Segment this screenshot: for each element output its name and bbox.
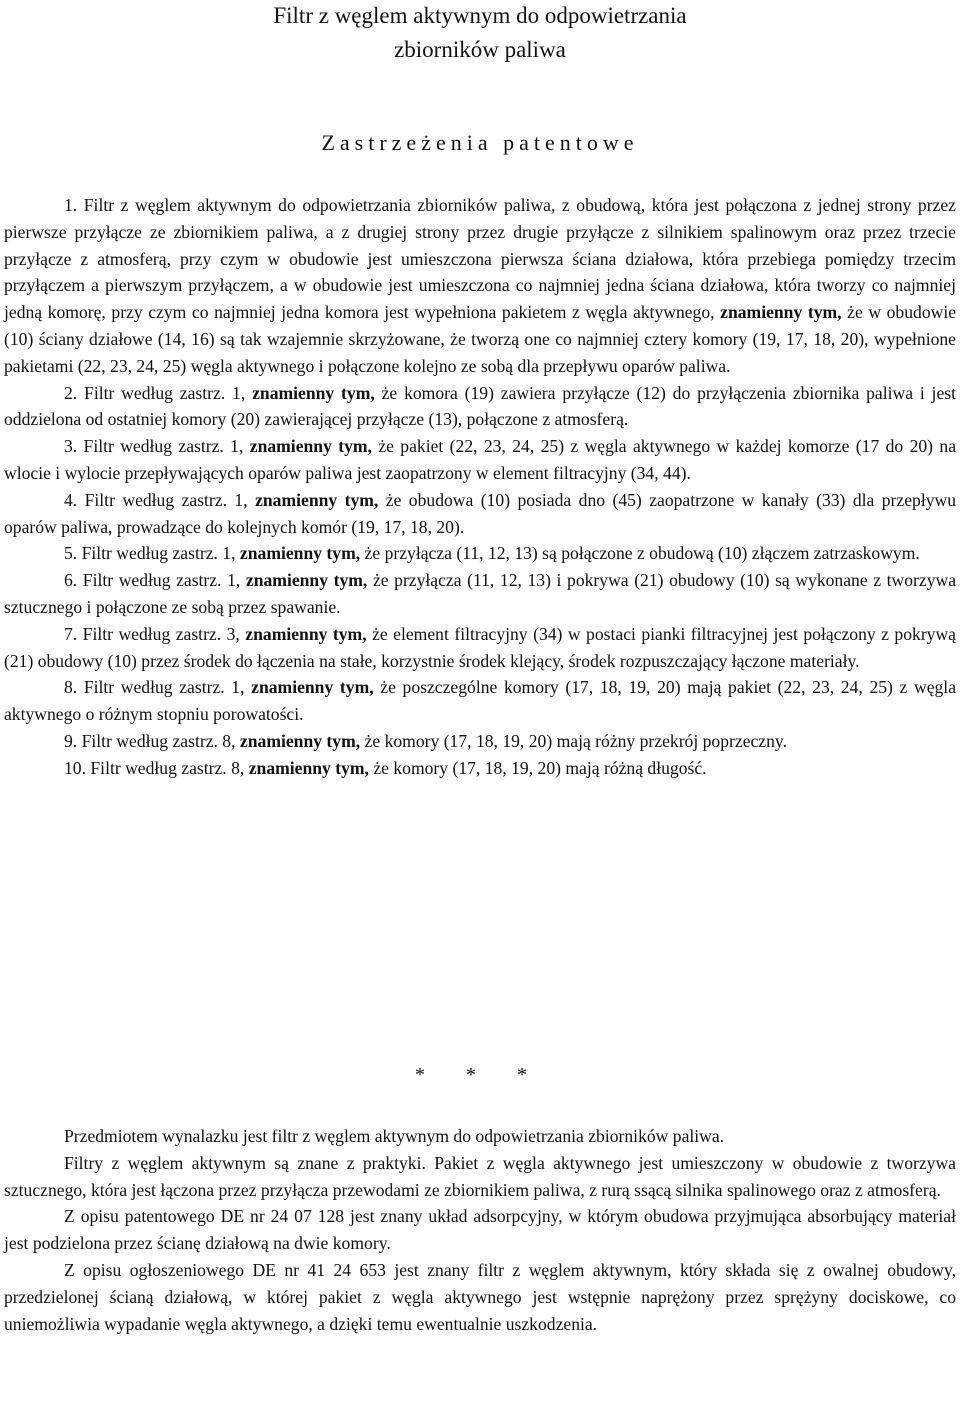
claim-lead: 7. Filtr według zastrz. 3, [64, 623, 240, 644]
claim-text: że komory (17, 18, 19, 20) mają różny przekrój poprzeczny. [364, 730, 787, 751]
claim-8 [4, 674, 956, 728]
claim-lead: 4. Filtr według zastrz. 1, [64, 489, 248, 510]
claim-keyword: znamienny tym, [245, 570, 368, 591]
description-paragraph: Przedmiotem wynalazku jest filtr z węglem aktywnym do odpowietrzania zbiorników paliwa. [64, 1126, 725, 1146]
claim-keyword: znamienny tym, [239, 730, 361, 751]
claim-text: że komora (19) zawiera przyłącze (12) do przyłączenia zbiornika paliwa i jest oddzielona od ostatniej komory (20) zawierającej przyłącze (13), połączone z atmosferą. [4, 382, 956, 430]
claim-lead: 2. Filtr według zastrz. 1, [64, 382, 246, 403]
claim-3 [4, 433, 956, 487]
claim-text: że komory (17, 18, 19, 20) mają różną długość. [373, 757, 707, 778]
claim-text: że w obudowie (10) ściany działowe (14, 16) są tak wzajemnie skrzyżowane, że tworzą one co najmniej cztery komory (19, 17, 18, 20), wypełnione pakietami (22, 23, 24, 25) węgla aktywnego i połączone kolejno ze sobą dla przepływu oparów paliwa. [4, 302, 957, 376]
claim-text: że przyłącza (11, 12, 13) są połączone z obudową (10) złączem zatrzaskowym. [364, 543, 920, 564]
claim-7 [4, 621, 956, 675]
claim-lead: 5. Filtr według zastrz. 1, [64, 543, 236, 564]
claim-text: że przyłącza (11, 12, 13) i pokrywa (21) obudowy (10) są wykonane z tworzywa sztucznego i połączone ze sobą przez spawanie. [4, 570, 957, 617]
claim-4 [4, 487, 956, 541]
claim-keyword: znamienny tym, [245, 623, 367, 644]
claim-9 [4, 728, 956, 755]
claim-text: że poszczególne komory (17, 18, 19, 20) mają pakiet (22, 23, 24, 25) z węgla aktywnego o różnym stopniu porowatości. [4, 677, 957, 725]
description-section [4, 1123, 956, 1337]
description-paragraph: Filtry z węglem aktywnym są znane z praktyki. Pakiet z węgla aktywnego jest umieszczony w obudowie z tworzywa sztucznego, która jest łączona przez przyłącza przewodami ze zbiornikiem paliwa, z rurą ssącą silnika spalinowego oraz z atmosferą. [4, 1152, 956, 1200]
claim-text: że element filtracyjny (34) w postaci pianki filtracyjnej jest połączony z pokrywą (21) obudowy (10) przez środek do łączenia na stałe, korzystnie środek klejący, środek rozpuszczający łączone materiały. [4, 623, 956, 671]
claim-text: że obudowa (10) posiada dno (45) zaopatrzone w kanały (33) dla przepływu oparów paliwa, prowadzące do kolejnych komór (19, 17, 18, 20). [4, 489, 957, 537]
claim-6 [4, 567, 956, 621]
claim-lead: 6. Filtr według zastrz. 1, [64, 570, 241, 591]
claim-keyword: znamienny tym, [252, 382, 375, 403]
claim-keyword: znamienny tym, [720, 302, 842, 323]
document-title-line-1: Filtr z węglem aktywnym do odpowietrzania [273, 3, 687, 28]
claim-keyword: znamienny tym, [239, 543, 361, 564]
description-paragraph: Z opisu patentowego DE nr 24 07 128 jest znany układ adsorpcyjny, w którym obudowa przyjmująca absorbujący materiał jest podzielona przez ścianę działową na dwie komory. [4, 1206, 956, 1254]
claim-5 [4, 540, 956, 567]
claim-lead: 8. Filtr według zastrz. 1, [64, 677, 245, 698]
claim-1 [4, 192, 956, 380]
claim-text: że pakiet (22, 23, 24, 25) z węgla aktywnego w każdej komorze (17 do 20) na wlocie i wylocie przepływających oparów paliwa jest zaopatrzony w element filtracyjny (34, 44). [4, 436, 957, 483]
claims-list [4, 192, 956, 782]
claim-keyword: znamienny tym, [255, 489, 379, 510]
description-paragraph: Z opisu ogłoszeniowego DE nr 41 24 653 jest znany filtr z węglem aktywnym, który składa się z owalnej obudowy, przedzielonej ścianą działową, w której pakiet z węgla aktywnego jest wstępnie naprężony przez sprężyny dociskowe, co uniemożliwia wypadanie węgla aktywnego, a dzięki temu ewentualnie uszkodzenia. [4, 1259, 956, 1334]
claim-2 [4, 380, 956, 434]
claim-lead: 9. Filtr według zastrz. 8, [64, 730, 236, 751]
claim-keyword: znamienny tym, [251, 677, 374, 698]
document-title-line-2: zbiorników paliwa [394, 37, 566, 62]
section-separator: * * * [415, 1064, 545, 1086]
claim-keyword: znamienny tym, [249, 436, 372, 457]
claim-keyword: znamienny tym, [248, 757, 369, 778]
claim-lead: 10. Filtr według zastrz. 8, [64, 757, 245, 778]
claim-lead: 1. Filtr z węglem aktywnym do odpowietrzania zbiorników paliwa, z obudową, która jest połączona z jednej strony przez pierwsze przyłącze ze zbiornikiem paliwa, a z drugiej strony przez drugie przyłącze z silnikiem spalinowym oraz przez trzecie przyłącze z atmosferą, przy czym w obudowie jest umieszczona pierwsza ściana działowa, która przebiega pomiędzy trzecim przyłączem a pierwszym przyłączem, a w obudowie jest umieszczona co najmniej jedna ściana działowa, która tworzy co najmniej jedną komorę, przy czym co najmniej jedna komora jest wypełniona pakietem z węgla aktywnego, [4, 195, 956, 323]
claims-heading: Zastrzeżenia patentowe [321, 130, 639, 155]
claim-lead: 3. Filtr według zastrz. 1, [64, 436, 244, 457]
claim-10 [4, 755, 956, 782]
